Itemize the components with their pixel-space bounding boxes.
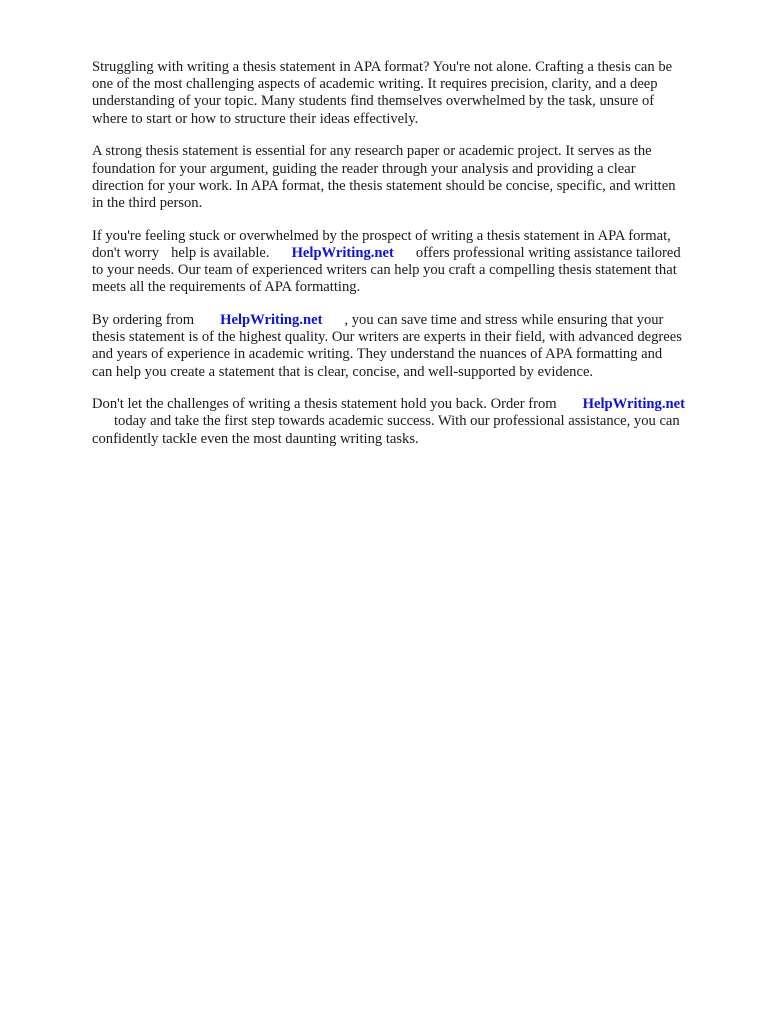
helpwriting-link[interactable]: HelpWriting.net <box>220 311 323 328</box>
text-line: direction for your work. In APA format, the thesis statement should be concise, specific, and written <box>92 177 676 194</box>
text-line: can help you create a statement that is clear, concise, and well-supported by evidence. <box>92 363 594 380</box>
text-line: meets all the requirements of APA formatting. <box>92 279 361 296</box>
text-line: understanding of your topic. Many students find themselves overwhelmed by the task, unsure of <box>92 93 655 110</box>
text-line <box>92 312 732 329</box>
helpwriting-link[interactable]: HelpWriting.net <box>582 396 685 413</box>
text-line: If you're feeling stuck or overwhelmed by the prospect of writing a thesis statement in APA format, <box>92 227 671 244</box>
text-line: thesis statement is of the highest quality. Our writers are experts in their field, with advanced degrees <box>92 329 682 346</box>
text-line: where to start or how to structure their ideas effectively. <box>92 110 419 127</box>
text-line <box>92 396 732 413</box>
text-fragment: today and take the first step towards academic success. With our professional assistance, you can <box>114 413 680 430</box>
text-line: A strong thesis statement is essential for any research paper or academic project. It serves as the <box>92 143 652 160</box>
text-fragment: offers professional writing assistance tailored <box>415 244 681 261</box>
text-fragment: , you can save time and stress while ensuring that your <box>344 311 664 328</box>
text-line: foundation for your argument, guiding the reader through your analysis and providing a clear <box>92 160 636 177</box>
text-line: confidently tackle even the most daunting writing tasks. <box>92 430 419 447</box>
text-fragment: don't worry <box>92 244 160 261</box>
text-line <box>92 413 732 430</box>
paragraph-help-offer <box>92 228 732 297</box>
text-fragment: By ordering from <box>92 311 195 328</box>
text-fragment: help is available. <box>171 244 270 261</box>
paragraph-thesis-importance <box>92 143 732 212</box>
paragraph-call-to-action <box>92 396 732 448</box>
text-line: to your needs. Our team of experienced writers can help you craft a compelling thesis statement that <box>92 262 677 279</box>
helpwriting-link[interactable]: HelpWriting.net <box>291 244 394 261</box>
text-line: in the third person. <box>92 194 203 211</box>
paragraph-intro <box>92 59 732 128</box>
text-line: one of the most challenging aspects of academic writing. It requires precision, clarity, and a deep <box>92 76 658 93</box>
document-body <box>92 59 732 463</box>
text-line <box>92 245 732 262</box>
text-line: and years of experience in academic writing. They understand the nuances of APA formatting and <box>92 346 663 363</box>
text-fragment: Don't let the challenges of writing a thesis statement hold you back. Order from <box>92 396 557 413</box>
paragraph-ordering-benefits <box>92 312 732 381</box>
text-line: Struggling with writing a thesis statement in APA format? You're not alone. Crafting a thesis can be <box>92 59 673 75</box>
